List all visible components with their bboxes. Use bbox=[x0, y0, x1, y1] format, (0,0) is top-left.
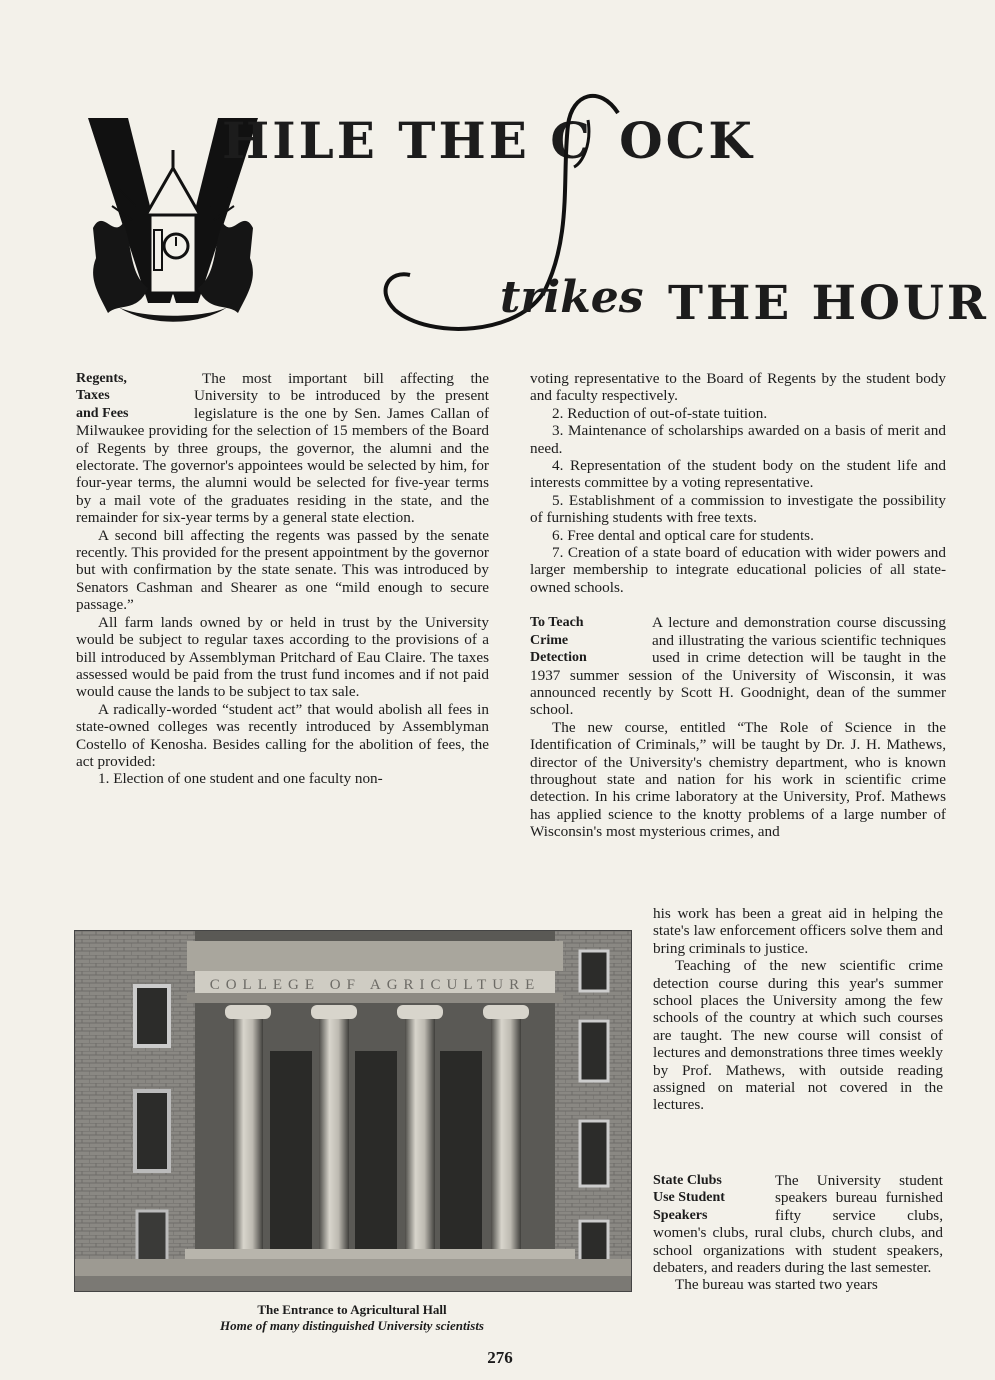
paragraph: A radically-worded “student act” that would abolish all fees in state-owned colleges was recently introduced by Assemblyman Costello of Kenosha. Besides calling for the abolition of fees, the act provided: bbox=[76, 700, 489, 770]
paragraph: The University student speakers bureau furnished fifty service clubs, women's clubs, rural clubs, church clubs, and school organizations with student speakers, debaters, and readers during the last semester. bbox=[653, 1172, 943, 1277]
list-paragraph: 7. Creation of a state board of education with wider powers and larger membership to integrate educational policies of all state-owned schools. bbox=[530, 544, 946, 596]
list-paragraph: 3. Maintenance of scholarships awarded on a basis of merit and need. bbox=[530, 422, 946, 457]
title-script-strikes: trikes bbox=[500, 272, 644, 323]
right-column-top bbox=[530, 370, 946, 841]
right-column-narrow bbox=[653, 905, 943, 1114]
paragraph: A second bill affecting the regents was passed by the senate recently. This provided for the present appointment by the governor but with confirmation by the state senate. This was introduced by Senators Cashman and Shearer as one “mild enough to secure passage.” bbox=[76, 526, 489, 614]
list-paragraph: 4. Representation of the student body on the student life and interests committee by a voting representative. bbox=[530, 457, 946, 492]
title-line-2: THE HOUR bbox=[668, 276, 989, 331]
paragraph: The most important bill affecting the University to be introduced by the present legislature is the one by Sen. James Callan of Milwaukee providing for the selection of 15 members of the Board of Regents by three groups, the governor, the alumni and the electorate. The governor's appointees would be selected by him, for four-year terms, the alumni would be selected for five-year terms by a mail vote of the graduates residing in the state, and the remainder for six-year terms by a general state election. bbox=[76, 370, 489, 527]
agricultural-hall-photo bbox=[74, 930, 632, 1292]
page-number: 276 bbox=[487, 1348, 513, 1367]
list-paragraph: 2. Reduction of out-of-state tuition. bbox=[552, 404, 768, 422]
sidehead-clubs: State Clubs Use Student Speakers bbox=[653, 1173, 725, 1223]
paragraph: All farm lands owned by or held in trust by the University would be subject to regular taxes according to the provisions of a bill introduced by Assemblyman Pritchard of Eau Claire. The taxes assessed would be paid from the trust fund incomes and if not paid would cause the lands to be subject to tax sale. bbox=[76, 613, 489, 701]
paragraph: his work has been a great aid in helping the state's law enforcement officers solve them and bring criminals to justice. bbox=[653, 905, 943, 957]
list-paragraph: 5. Establishment of a commission to investigate the possibility of furnishing students with free texts. bbox=[530, 491, 946, 527]
paragraph: The new course, entitled “The Role of Science in the Identification of Criminals,” will be taught by Dr. J. H. Mathews, director of the University's chemistry department, who is known throughout state and nation for his work in scientific crime detection. In his crime laboratory at the University, Prof. Mathews has applied science to the knotty problems of a large number of Wisconsin's most mysterious crimes, and bbox=[530, 718, 946, 841]
caption-title: The Entrance to Agricultural Hall bbox=[257, 1302, 447, 1317]
list-paragraph: voting representative to the Board of Regents by the student body and faculty respectively. bbox=[530, 370, 946, 405]
paragraph: Teaching of the new scientific crime detection course during this year's summer school places the University among the few schools of the country at which such courses are taught. The new course will consist of lectures and demonstrations three times weekly by Prof. Mathews, with outside reading assigned on material not covered in the lectures. bbox=[653, 957, 943, 1114]
paragraph: 1. Election of one student and one faculty non- bbox=[98, 770, 383, 788]
paragraph: A lecture and demonstration course discussing and illustrating the various scientific techniques used in crime detection will be taught in the 1937 summer session of the University of Wisconsin, it was announced recently by Scott H. Goodnight, dean of the summer school. bbox=[530, 614, 946, 719]
sidehead-crime: To Teach Crime Detection bbox=[530, 615, 587, 666]
photo-caption bbox=[74, 1302, 630, 1334]
right-column-clubs bbox=[653, 1172, 943, 1294]
caption-subtitle: Home of many distinguished University scientists bbox=[220, 1318, 484, 1333]
list-paragraph: 6. Free dental and optical care for students. bbox=[552, 526, 814, 544]
frieze-inscription: COLLEGE OF AGRICULTURE bbox=[209, 977, 541, 993]
sidehead-regents: Regents, Taxes and Fees bbox=[76, 371, 129, 421]
left-column bbox=[76, 370, 489, 788]
paragraph: The bureau was started two years bbox=[675, 1276, 878, 1294]
title-line-1: HILE THE C OCK bbox=[222, 111, 755, 170]
